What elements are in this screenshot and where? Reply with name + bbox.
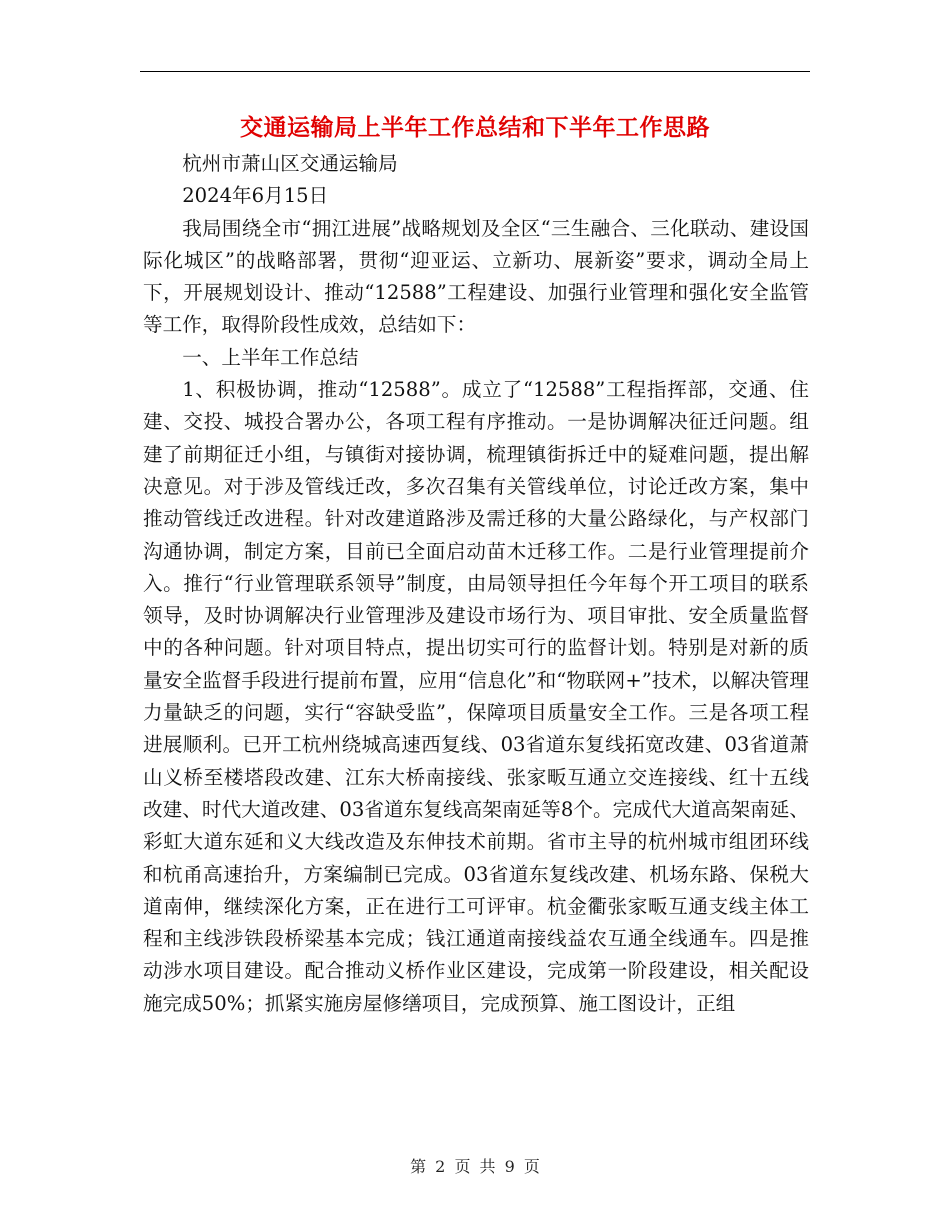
section-heading: 一、上半年工作总结	[182, 345, 359, 369]
item-1-paragraph: 1、积极协调，推动“12588”。成立了“12588”工程指挥部，交通、住建、交投、城投合署办公，各项工程有序推动。一是协调解决征迁问题。组建了前期征迁小组，与镇街对接协调，梳理镇街拆迁中的疑难问题，提出解决意见。对于涉及管线迁改，多次召集有关管线单位，讨论迁改方案，集中推动管线迁改进程。针对改建道路涉及需迁移的大量公路绿化，与产权部门沟通协调，制定方案，目前已全面启动苗木迁移工作。二是行业管理提前介入。推行“行业管理联系领导”制度，由局领导担任今年每个开工项目的联系领导，及时协调解决行业管理涉及建设市场行为、项目审批、安全质量监督中的各种问题。针对项目特点，提出切实可行的监督计划。特别是对新的质量安全监督手段进行提前布置，应用“信息化”和“物联网+”技术，以解决管理力量缺乏的问题，实行“容缺受监”，保障项目质量安全工作。三是各项工程进展顺利。已开工杭州绕城高速西复线、03省道东复线拓宽改建、03省道萧山义桥至楼塔段改建、江东大桥南接线、张家畈互通立交连接线、红十五线改建、时代大道改建、03省道东复线高架南延等8个。完成代大道高架南延、彩虹大道东延和义大线改造及东伸技术前期。省市主导的杭州城市组团环线和杭甬高速抬升，方案编制已完成。03省道东复线改建、机场东路、保税大道南伸，继续深化方案，正在进行工可评审。杭金衢张家畈互通支线主体工程和主线涉铁段桥梁基本完成；钱江通道南接线益农互通全线通车。四是推动涉水项目建设。配合推动义桥作业区建设，完成第一阶段建设，相关配设施完成50%；抓紧实施房屋修缮项目，完成预算、施工图设计，正组	[143, 378, 809, 1015]
page-number: 第 2 页 共 9 页	[410, 1157, 540, 1176]
intro-paragraph: 我局围绕全市“拥江进展”战略规划及全区“三生融合、三化联动、建设国际化城区”的战略部署，贯彻“迎亚运、立新功、展新姿”要求，调动全局上下，开展规划设计、推动“12588”工程建设、加强行业管理和强化安全监管等工作，取得阶段性成效，总结如下：	[143, 216, 809, 337]
document-body	[143, 148, 809, 1020]
org-line: 杭州市萧山区交通运输局	[182, 152, 398, 175]
header-rule	[140, 71, 810, 72]
document-title: 交通运输局上半年工作总结和下半年工作思路	[240, 114, 710, 141]
date-line: 2024年6月15日	[182, 184, 329, 208]
